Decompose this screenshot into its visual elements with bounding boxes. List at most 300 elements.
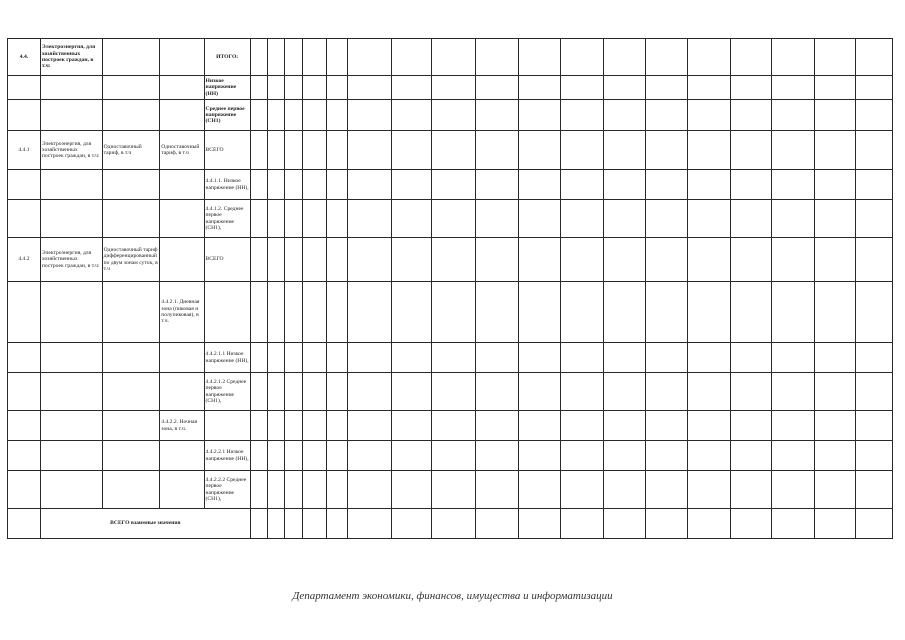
table-cell [160,76,204,100]
table-cell [855,343,892,373]
table-cell [347,509,391,539]
table-cell [855,131,892,170]
table-cell [519,100,560,131]
voltage-level: Среднее первое напряжение (СН1) [204,100,250,131]
table-cell [603,509,645,539]
table-cell [431,343,475,373]
table-cell [855,76,892,100]
table-cell [476,343,519,373]
table-cell [326,76,347,100]
table-cell [772,238,814,282]
table-cell [303,170,327,200]
table-cell [250,200,267,238]
table-cell [519,373,560,411]
table-cell [603,200,645,238]
table-cell [645,471,687,509]
table-cell [431,471,475,509]
table-cell [303,76,327,100]
table-cell [560,76,603,100]
table-cell [772,411,814,441]
table-row [8,411,893,441]
table-cell [431,282,475,343]
table-cell [347,373,391,411]
table-cell [560,100,603,131]
table-cell [40,471,102,509]
table-cell [731,76,772,100]
voltage-level: 4.4.1.1. Низкое напряжение (НН), [204,170,250,200]
table-cell [250,343,267,373]
table-cell [160,200,204,238]
table-cell [268,282,284,343]
table-cell [102,411,160,441]
table-cell [303,131,327,170]
table-cell [645,282,687,343]
table-row [8,282,893,343]
table-cell [519,441,560,471]
table-row [8,200,893,238]
table-cell [645,441,687,471]
voltage-level: 4.4.2.1.1 Низкое напряжение (НН), [204,343,250,373]
table-cell [391,200,431,238]
table-cell [519,76,560,100]
table-cell [731,373,772,411]
table-cell [688,282,731,343]
table-row [8,170,893,200]
table-cell [102,441,160,471]
table-cell [102,343,160,373]
table-cell [431,131,475,170]
table-cell [603,471,645,509]
table-cell [855,39,892,76]
table-cell [391,39,431,76]
table-cell [391,509,431,539]
table-cell [855,282,892,343]
table-cell [560,238,603,282]
table-row [8,100,893,131]
table-cell [476,373,519,411]
table-cell [519,200,560,238]
table-cell [603,238,645,282]
table-cell [855,238,892,282]
table-cell [688,238,731,282]
table-cell [250,170,267,200]
table-cell [268,343,284,373]
table-cell [268,39,284,76]
table-cell [431,39,475,76]
table-cell [476,39,519,76]
table-cell [8,343,41,373]
table-cell [688,39,731,76]
row-name: Электроэнергия, для хозяйственных построек граждан, в т.ч: [40,238,102,282]
table-cell [347,170,391,200]
table-cell [391,238,431,282]
table-cell [814,509,855,539]
table-cell [250,509,267,539]
table-cell [731,39,772,76]
table-row [8,238,893,282]
table-cell [40,441,102,471]
table-cell [284,39,303,76]
voltage-level: 4.4.2.2.1 Низкое напряжение (НН), [204,441,250,471]
table-cell [814,343,855,373]
table-cell [688,343,731,373]
table-cell [250,131,267,170]
table-cell [772,100,814,131]
table-cell [688,509,731,539]
table-cell [284,131,303,170]
table-cell [855,100,892,131]
table-cell [731,411,772,441]
table-cell [772,343,814,373]
table-cell [250,39,267,76]
table-row [8,343,893,373]
table-cell [560,441,603,471]
table-cell [603,441,645,471]
table-cell [40,282,102,343]
table-cell [431,238,475,282]
table-cell [688,76,731,100]
table-cell [40,170,102,200]
table-cell [814,441,855,471]
table-cell [303,200,327,238]
table-cell [284,471,303,509]
table-cell [560,131,603,170]
table-cell [688,411,731,441]
table-cell [814,200,855,238]
table-cell [688,441,731,471]
row-total-label: ИТОГО: [204,39,250,76]
table-cell [326,471,347,509]
table-cell [476,411,519,441]
table-cell [476,170,519,200]
table-cell [814,39,855,76]
table-cell [326,170,347,200]
table-cell [731,200,772,238]
table-cell [560,471,603,509]
table-cell [731,131,772,170]
table-cell [731,100,772,131]
table-cell [326,343,347,373]
table-cell [391,471,431,509]
table-cell [772,76,814,100]
table-cell [560,411,603,441]
table-cell [645,373,687,411]
table-cell [731,509,772,539]
table-cell [347,471,391,509]
table-cell [645,509,687,539]
table-cell [160,170,204,200]
table-cell [772,170,814,200]
table-cell [303,373,327,411]
table-cell [688,373,731,411]
table-cell [731,343,772,373]
table-cell [347,76,391,100]
tariff-type: Одноставочный тариф, в т.ч [102,131,160,170]
voltage-level: 4.4.1.2. Среднее первое напряжение (СН1), [204,200,250,238]
table-cell [855,200,892,238]
table-cell [731,471,772,509]
table-row [8,509,893,539]
table-cell [303,441,327,471]
table-cell [268,441,284,471]
table-cell [560,39,603,76]
table-cell [772,373,814,411]
table-cell [160,343,204,373]
table-cell [204,411,250,441]
table-cell [284,441,303,471]
table-cell [603,343,645,373]
table-cell [347,343,391,373]
table-cell [284,76,303,100]
table-cell [268,238,284,282]
table-cell [519,343,560,373]
table-row [8,441,893,471]
table-cell [8,509,41,539]
table-cell [814,170,855,200]
table-cell [603,170,645,200]
cell [102,39,160,76]
table-cell [8,373,41,411]
table-cell [731,238,772,282]
table-cell [814,76,855,100]
table-cell [303,471,327,509]
table-cell [40,373,102,411]
table-cell [268,411,284,441]
table-cell [603,131,645,170]
table-cell [284,343,303,373]
table-cell [391,131,431,170]
table-cell [688,131,731,170]
table-cell [326,100,347,131]
table-cell [102,471,160,509]
table-cell [731,441,772,471]
sub-tariff: Одноставочный тариф, в т.ч [160,131,204,170]
table-cell [347,39,391,76]
table-cell [476,131,519,170]
table-cell [347,282,391,343]
table-cell [476,238,519,282]
table-cell [326,509,347,539]
table-cell [303,39,327,76]
table-cell [645,200,687,238]
table-cell [645,39,687,76]
table-cell [855,471,892,509]
table-cell [326,39,347,76]
table-cell [326,411,347,441]
table-cell [519,238,560,282]
table-cell [40,100,102,131]
table-cell [560,373,603,411]
table-row [8,39,893,76]
table-cell [645,76,687,100]
table-cell [250,282,267,343]
table-cell [431,509,475,539]
table-cell [772,39,814,76]
table-cell [250,471,267,509]
table-cell [303,343,327,373]
table-cell [160,373,204,411]
table-cell [284,238,303,282]
time-zone: 4.4.2.2. Ночная зона, в т.ч. [160,411,204,441]
table-cell [603,282,645,343]
table-cell [645,131,687,170]
table-cell [347,100,391,131]
table-cell [476,76,519,100]
grand-total-label: ВСЕГО взаимные значения [40,509,250,539]
table-cell [391,100,431,131]
table-cell [476,200,519,238]
table-cell [519,411,560,441]
table-cell [250,411,267,441]
table-cell [284,373,303,411]
table-cell [476,100,519,131]
table-cell [560,282,603,343]
table-cell [431,373,475,411]
table-cell [560,200,603,238]
cell [160,39,204,76]
table-cell [772,200,814,238]
table-cell [855,373,892,411]
table-cell [814,100,855,131]
table-cell [250,100,267,131]
table-cell [645,170,687,200]
table-cell [855,170,892,200]
table-cell [268,373,284,411]
table-cell [391,373,431,411]
table-cell [731,282,772,343]
table-cell [250,76,267,100]
table-cell [731,170,772,200]
table-cell [603,76,645,100]
table-cell [560,509,603,539]
table-cell [326,238,347,282]
table-cell [8,100,41,131]
table-cell [250,238,267,282]
table-cell [8,441,41,471]
table-cell [303,509,327,539]
row-name: Электроэнергия, для хозяйственных построек граждан, в т.ч: [40,39,102,76]
table-cell [431,76,475,100]
table-cell [347,238,391,282]
table-cell [645,343,687,373]
table-cell [40,76,102,100]
table-cell [268,200,284,238]
table-cell [8,200,41,238]
table-cell [391,170,431,200]
table-cell [814,282,855,343]
table-cell [772,471,814,509]
table-cell [519,471,560,509]
table-cell [204,282,250,343]
table-cell [284,282,303,343]
table-cell [268,100,284,131]
table-cell [391,441,431,471]
table-cell [284,200,303,238]
table-cell [326,441,347,471]
table-cell [814,238,855,282]
table-cell [284,411,303,441]
table-cell [431,411,475,441]
table-cell [431,441,475,471]
table-cell [102,373,160,411]
table-cell [40,343,102,373]
table-cell [772,282,814,343]
table-cell [688,170,731,200]
table-cell [268,170,284,200]
table-cell [8,76,41,100]
row-number: 4.4. [8,39,41,76]
time-zone: 4.4.2.1. Дневная зона (пиковая и полупиковая), в т.ч. [160,282,204,343]
table-cell [476,471,519,509]
row-number: 4.4.2 [8,238,41,282]
table-row [8,373,893,411]
table-cell [8,411,41,441]
table-cell [303,100,327,131]
table-cell [688,200,731,238]
table-cell [603,39,645,76]
tariff-table [7,38,893,539]
table-cell [268,76,284,100]
table-cell [814,131,855,170]
table-cell [814,471,855,509]
table-cell [102,170,160,200]
table-cell [855,509,892,539]
table-cell [391,282,431,343]
table-cell [519,509,560,539]
table-cell [603,411,645,441]
table-cell [519,131,560,170]
table-cell [303,411,327,441]
table-cell [519,282,560,343]
row-number: 4.4.1 [8,131,41,170]
table-row [8,76,893,100]
voltage-level: 4.4.2.2.2 Среднее первое напряжение (СН1), [204,471,250,509]
table-cell [250,441,267,471]
table-cell [855,411,892,441]
table-cell [391,76,431,100]
voltage-level: Низкое напряжение (НН) [204,76,250,100]
table-cell [8,170,41,200]
table-cell [560,170,603,200]
tariff-type: Одноставочный тариф дифференцированный по двум зонам суток, в т.ч [102,238,160,282]
table-cell [645,238,687,282]
table-cell [40,411,102,441]
page-footer: Департамент экономики, финансов, имущества и информатизации [292,590,613,602]
table-cell [391,343,431,373]
table-cell [519,39,560,76]
table-cell [347,200,391,238]
table-cell [391,411,431,441]
table-cell [688,471,731,509]
cell [160,238,204,282]
table-cell [284,100,303,131]
table-row [8,471,893,509]
voltage-level: 4.4.2.1.2 Среднее первое напряжение (СН1), [204,373,250,411]
table-cell [268,471,284,509]
table-cell [772,441,814,471]
table-cell [772,131,814,170]
table-cell [476,509,519,539]
table-cell [102,76,160,100]
table-cell [102,282,160,343]
table-cell [645,100,687,131]
table-cell [160,100,204,131]
table-cell [688,100,731,131]
row-total-label: ВСЕГО [204,131,250,170]
table-row [8,131,893,170]
table-cell [268,509,284,539]
table-cell [326,131,347,170]
